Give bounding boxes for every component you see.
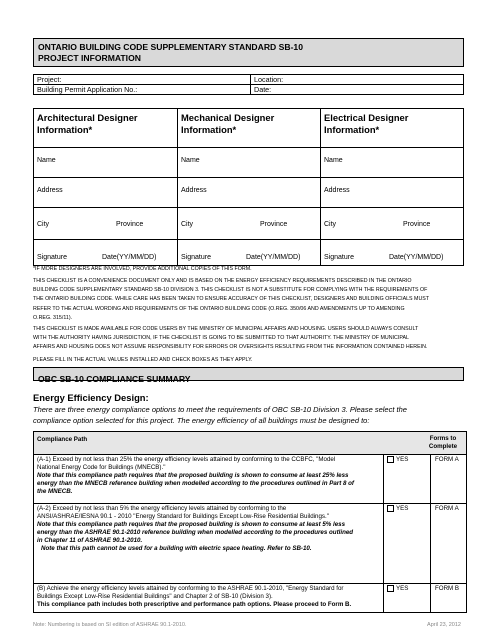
signature-date-field[interactable]: Date(YY/MM/DD): [102, 254, 157, 261]
yes-checkbox[interactable]: YES: [387, 585, 408, 593]
signature-field[interactable]: Signature: [37, 254, 67, 261]
signature-field[interactable]: Signature: [181, 254, 211, 261]
form-label: FORM B: [435, 585, 460, 592]
project-info-table: [33, 74, 464, 95]
yes-checkbox[interactable]: YES: [387, 505, 408, 513]
mechanical-designer-column: [177, 109, 321, 265]
city-field[interactable]: City: [37, 221, 50, 228]
address-field[interactable]: Address: [37, 187, 63, 194]
form-label: FORM A: [435, 505, 459, 512]
architectural-designer-column: [34, 109, 177, 265]
disclaimer-paragraph: THIS CHECKLIST IS A CONVENIENCE DOCUMENT ONLY AND IS BASED ON THE ENERGY EFFICIENCY REQUIREMENTS DESCRIBED IN THE ONTARIO BUILDING CODE SUPPLEMENTARY STANDARD SB-10 DIVISION 3. THIS CHECKLIST IS NOT A SUBSTITUTE FOR COMPLYING WITH THE REQUIREMENTS OF THE ONTARIO BUILDING CODE. WHILE CARE HAS BEEN TAKEN TO ENSURE ACCURACY OF THIS CHECKLIST, DESIGNERS AND BUILDING OFFICIALS MUST REFER TO THE ACTUAL WORDING AND REQUIREMENTS OF THE ONTARIO BUILDING CODE (O.REG. 350/06 AND AMENDMENTS UP TO AMENDING O.REG. 315/11).: [33, 278, 430, 321]
designers-footnote: *IF MORE DESIGNERS ARE INVOLVED, PROVIDE ADDITIONAL COPIES OF THIS FORM.: [33, 266, 252, 272]
compliance-option-a1: (A-1) Exceed by not less than 25% the energy efficiency levels attained by conforming to the CCBFC, "Model National Energy Code for Buildings (MNECB)." Note that this compliance path requires that the proposed building is shown to consume at least 25% less energy than the MNECB reference building when modelled according to the procedures outlined in Part 8 of the MNECB. YES FORM A: [34, 454, 466, 504]
ministry-paragraph: THIS CHECKLIST IS MADE AVAILABLE FOR CODE USERS BY THE MINISTRY OF MUNICIPAL AFFAIRS AND HOUSING. USERS SHOULD ALWAYS CONSULT WITH THE AUTHORITY HAVING JURISDICTION, IF THE CHECKLIST IS GOING TO BE SUBMITTED TO THAT AUTHORITY. THE MINISTRY OF MUNICIPAL AFFAIRS AND HOUSING DOES NOT ASSUME RESPONSIBILITY FOR ERRORS OR OVERSIGHTS RESULTING FROM THE INFORMATION CONTAINED HEREIN.: [33, 326, 428, 351]
yes-checkbox[interactable]: YES: [387, 456, 408, 464]
address-field[interactable]: Address: [181, 187, 207, 194]
electrical-designer-column: [320, 109, 464, 265]
compliance-option-b: (B) Achieve the energy efficiency levels attained by conforming to the ASHRAE 90.1-2010, "Energy Standard for Buildings Except Low-Rise Residential Buildings" and Chapter 2 of SB-10 (Division 3). This compliance path includes both prescriptive and performance path options. Please proceed to Form B. YES FORM B: [37, 585, 460, 609]
signature-date-field[interactable]: Date(YY/MM/DD): [389, 254, 444, 261]
column-heading: Mechanical Designer Information*: [181, 112, 275, 135]
column-heading: Electrical Designer Information*: [324, 112, 409, 135]
form-label: FORM A: [435, 456, 459, 463]
energy-efficiency-heading: Energy Efficiency Design:: [33, 392, 149, 403]
checkbox-icon[interactable]: [387, 505, 394, 512]
province-field[interactable]: Province: [260, 221, 288, 228]
project-field[interactable]: Project:: [34, 75, 251, 85]
column-heading: Architectural Designer Information*: [37, 112, 138, 135]
province-field[interactable]: Province: [116, 221, 144, 228]
instructions-paragraph: PLEASE FILL IN THE ACTUAL VALUES INSTALLED AND CHECK BOXES AS THEY APPLY.: [33, 357, 253, 363]
compliance-path-header: Compliance Path: [37, 436, 88, 443]
compliance-summary-heading: OBC SB-10 COMPLIANCE SUMMARY: [33, 367, 464, 381]
form-subtitle: PROJECT INFORMATION: [38, 53, 141, 63]
permit-number-field[interactable]: Building Permit Application No.:: [34, 85, 251, 95]
city-field[interactable]: City: [181, 221, 194, 228]
compliance-path-table: [33, 431, 467, 613]
checkbox-icon[interactable]: [387, 456, 394, 463]
name-field[interactable]: Name: [37, 157, 56, 164]
province-field[interactable]: Province: [403, 221, 431, 228]
signature-field[interactable]: Signature: [324, 254, 354, 261]
compliance-option-a2: (A-2) Exceed by not less than 5% the energy efficiency levels attained by conforming to the ANSI/ASHRAE/IESNA 90.1 - 2010 "Energy Standard for Buildings Except Low-Rise Residential Buildings." Note that this compliance path requires that the proposed building is shown to consume at least 5% less energy than the ASHRAE 90.1-2010 reference building when modelled according to the procedures outlined in Chapter 11 of ASHRAE 90.1-2010. Note that this path cannot be used for a building with electric space heating. Refer to SB-10. YES FORM A: [34, 503, 466, 584]
location-field[interactable]: Location:: [251, 75, 464, 85]
name-field[interactable]: Name: [181, 157, 200, 164]
checkbox-icon[interactable]: [387, 585, 394, 592]
form-title-box: [33, 38, 464, 67]
name-field[interactable]: Name: [324, 157, 343, 164]
compliance-table-header: [34, 432, 466, 455]
footer-note: Note: Numbering is based on SI edition of ASHRAE 90.1-2010.: [33, 622, 187, 628]
form-title: ONTARIO BUILDING CODE SUPPLEMENTARY STANDARD SB-10: [38, 42, 303, 52]
city-field[interactable]: City: [324, 221, 337, 228]
address-field[interactable]: Address: [324, 187, 350, 194]
designer-information-grid: [33, 108, 464, 266]
date-field[interactable]: Date:: [251, 85, 464, 95]
energy-efficiency-intro: There are three energy compliance options to meet the requirements of OBC SB-10 Division 3. Please select the compliance option selected for this project. The energy efficiency of all buildings must be designed to:: [33, 405, 407, 425]
footer-date: April 23, 2012: [427, 622, 461, 628]
forms-to-complete-header: Forms to Complete: [428, 435, 458, 450]
signature-date-field[interactable]: Date(YY/MM/DD): [246, 254, 301, 261]
